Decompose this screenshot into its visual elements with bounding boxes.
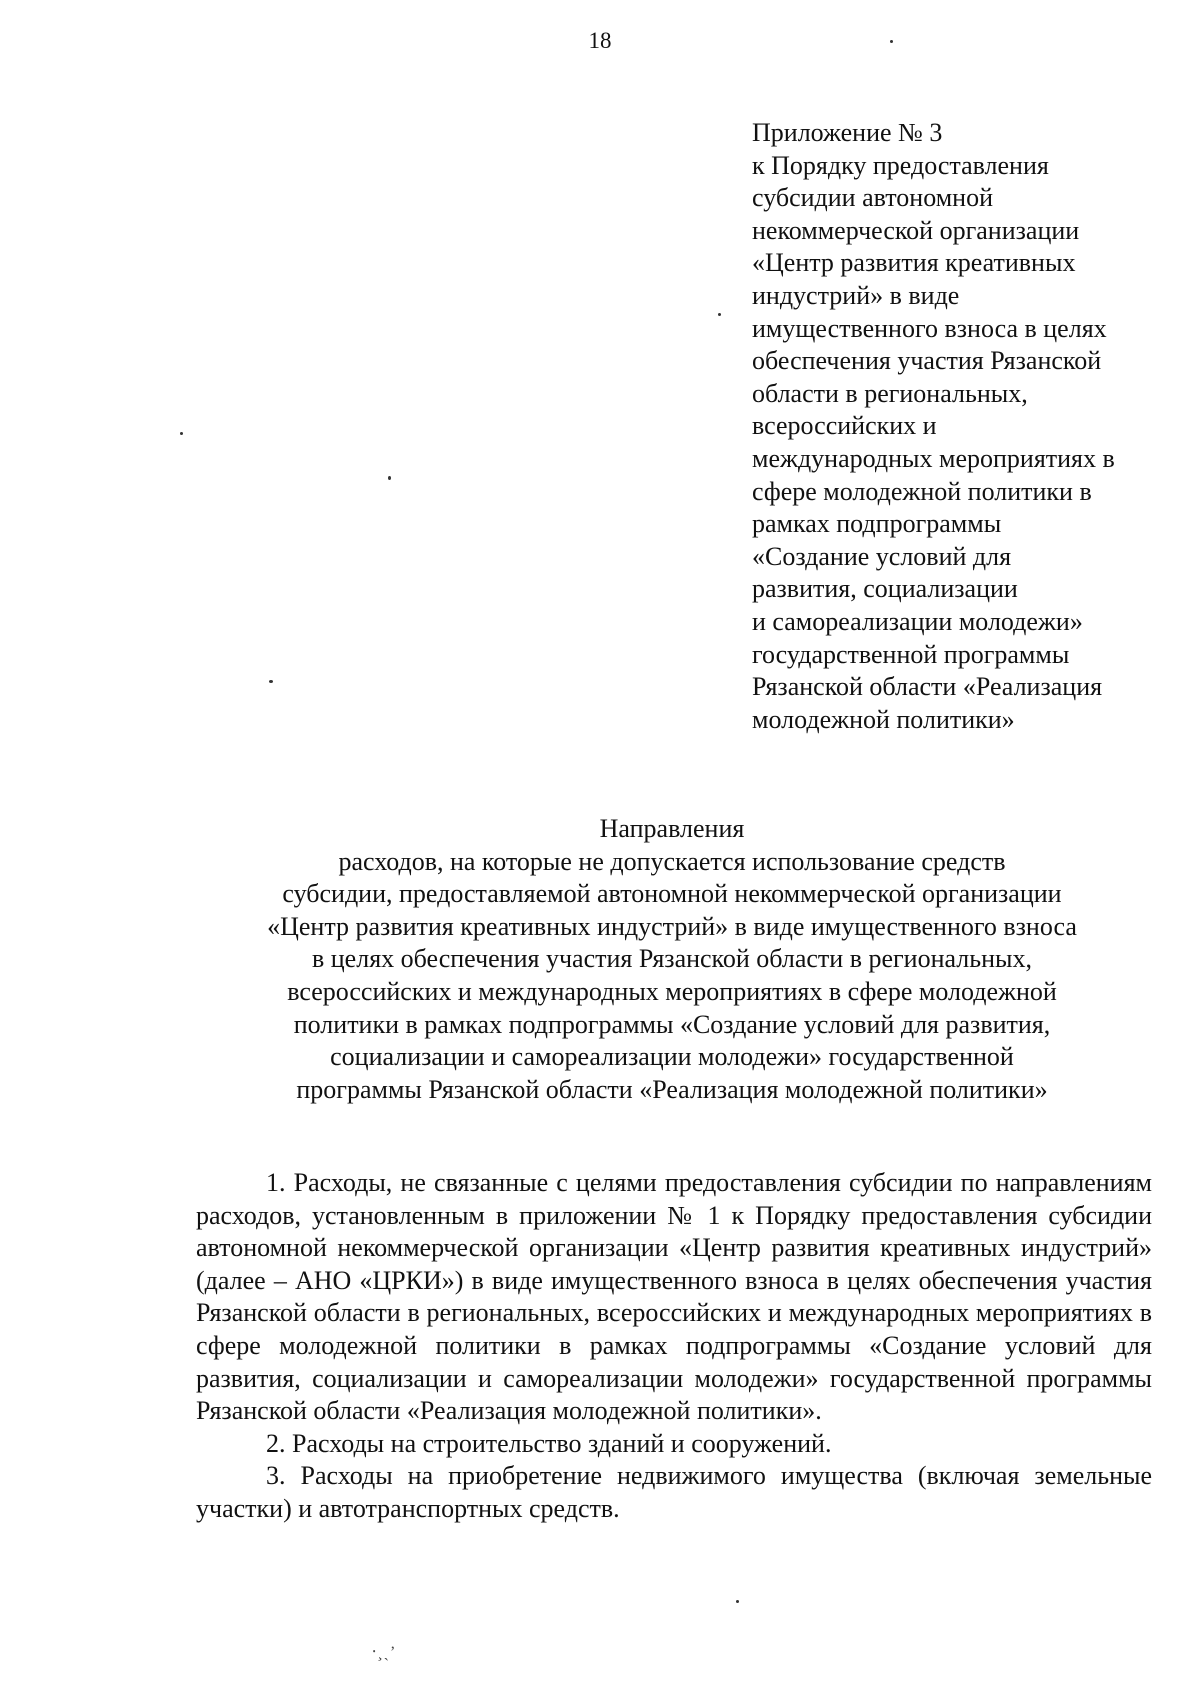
appendix-line: и самореализации молодежи» [752, 606, 1083, 636]
appendix-line: Рязанской области «Реализация [752, 672, 1103, 702]
scan-speck [269, 680, 273, 683]
appendix-line: государственной программы [752, 639, 1070, 669]
title-line: в целях обеспечения участия Рязанской области в региональных, [311, 944, 1032, 974]
document-body [196, 1167, 1152, 1526]
appendix-line: «Создание условий для [752, 541, 1012, 571]
appendix-line: развития, социализации [752, 574, 1018, 604]
title-line: социализации и самореализации молодежи» государственной [330, 1042, 1014, 1072]
appendix-line: к Порядку предоставления [752, 150, 1049, 180]
appendix-line: имущественного взноса в целях [752, 313, 1107, 343]
list-item: 3. Расходы на приобретение недвижимого имущества (включая земельные участки) и автотранспортных средств. [196, 1461, 1152, 1523]
title-line: политики в рамках подпрограммы «Создание условий для развития, [293, 1009, 1051, 1039]
appendix-line: сфере молодежной политики в [752, 476, 1092, 506]
appendix-line: молодежной политики» [752, 704, 1015, 734]
title-line: субсидии, предоставляемой автономной некоммерческой организации [282, 879, 1062, 909]
scan-speck [890, 40, 893, 43]
appendix-header [752, 117, 1172, 736]
title-line: расходов, на которые не допускается использование средств [338, 846, 1006, 876]
list-item: 1. Расходы, не связанные с целями предоставления субсидии по направлениям расходов, установленным в приложении № 1 к Порядку предоставления субсидии автономной некоммерческой организации «Центр развития креативных индустрий» (далее – АНО «ЦРКИ») в виде имущественного взноса в целях обеспечения участия Рязанской области в региональных, всероссийских и международных мероприятиях в сфере молодежной политики в рамках подпрограммы «Создание условий для развития, социализации и самореализации молодежи» государственной программы Рязанской области «Реализация молодежной политики». [196, 1168, 1152, 1426]
appendix-line: обеспечения участия Рязанской [752, 346, 1102, 376]
appendix-line: рамках подпрограммы [752, 509, 1002, 539]
scan-speck [388, 476, 391, 480]
appendix-line: Приложение № 3 [752, 118, 943, 147]
title-line: «Центр развития креативных индустрий» в виде имущественного взноса [267, 911, 1077, 941]
document-title [190, 813, 1154, 1106]
scan-speck [180, 432, 183, 435]
appendix-line: всероссийских и [752, 411, 937, 441]
appendix-line: некоммерческой организации [752, 215, 1080, 245]
appendix-line: субсидии автономной [752, 183, 993, 213]
page-number: 18 [588, 28, 612, 53]
appendix-line: международных мероприятиях в [752, 443, 1115, 473]
appendix-line: индустрий» в виде [752, 280, 960, 310]
title-heading: Направления [599, 814, 745, 843]
list-item: 2. Расходы на строительство зданий и сооружений. [266, 1428, 832, 1458]
title-line: всероссийских и международных мероприятиях в сфере молодежной [287, 976, 1057, 1006]
scan-speck [736, 1600, 739, 1603]
scan-scribble: ⸱¸ˎʼ [372, 1644, 397, 1661]
appendix-line: области в региональных, [752, 378, 1028, 408]
scan-speck [718, 313, 721, 316]
title-line: программы Рязанской области «Реализация молодежной политики» [296, 1074, 1048, 1104]
appendix-line: «Центр развития креативных [752, 248, 1076, 278]
